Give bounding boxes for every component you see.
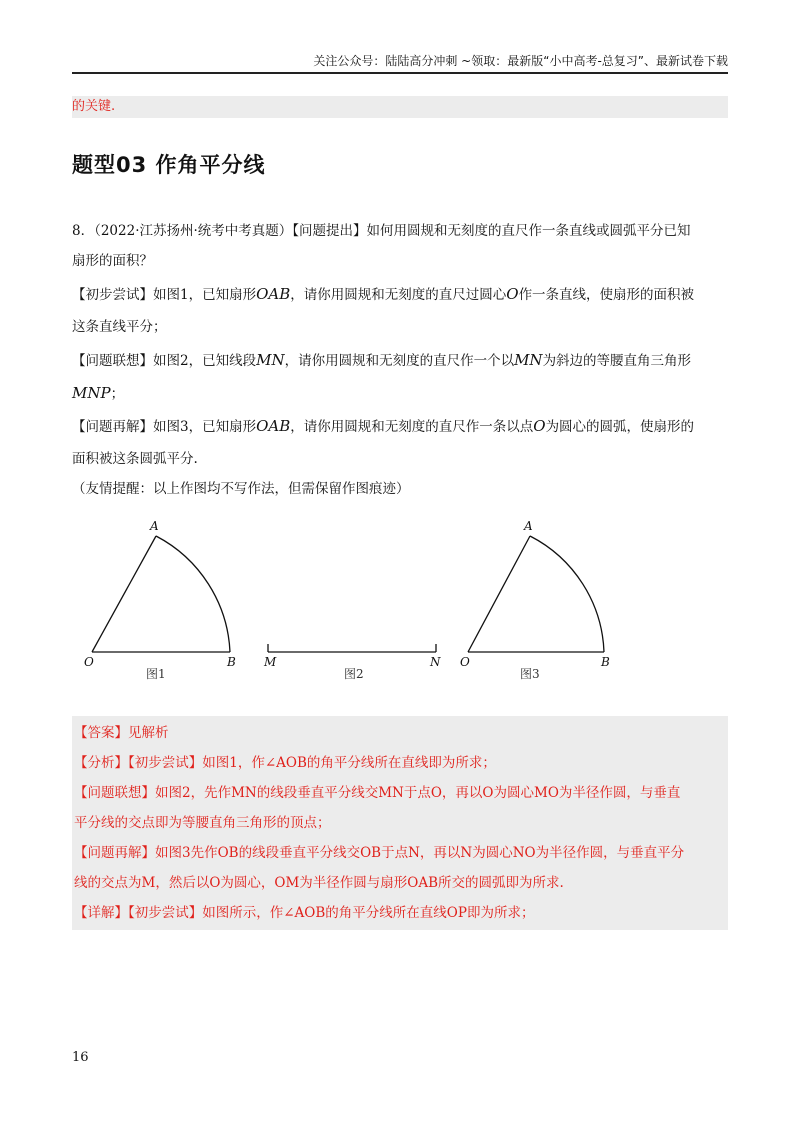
text-run: ； [110, 386, 125, 402]
problem-line: 这条直线平分； [72, 319, 167, 335]
answer-line: 【问题再解】如图3先作OB的线段垂直平分线交OB于点N，再以N为圆心NO为半径作圆，与垂直平分 [74, 845, 685, 861]
text-run: 为圆心的圆弧，使扇形的 [545, 419, 695, 435]
problem-line: 8．（2022·江苏扬州·统考中考真题）【问题提出】如何用圆规和无刻度的直尺作一条直线或圆弧平分已知 [72, 223, 691, 239]
math-run: MN [514, 351, 543, 369]
answer-line: 【答案】见解析 [74, 725, 169, 741]
text-run: ，请你用圆规和无刻度的直尺过圆心 [290, 287, 507, 303]
text-run: ，请你用圆规和无刻度的直尺作一个以 [284, 353, 515, 369]
problem-line: 扇形的面积？ [72, 253, 153, 269]
text-run: 【初步尝试】如图1，已知扇形 [72, 287, 257, 303]
answer-line: 【问题联想】如图2，先作MN的线段垂直平分线交MN于点O，再以O为圆心MO为半径作圆，与垂直 [74, 785, 681, 801]
problem-line [72, 378, 728, 408]
problem-line: 面积被这条圆弧平分. [72, 451, 198, 467]
answer-line: 线的交点为M，然后以O为圆心，OM为半径作圆与扇形OAB所交的圆弧即为所求. [74, 875, 564, 891]
answer-line: 平分线的交点即为等腰直角三角形的顶点； [74, 815, 331, 831]
figure-2 [268, 644, 436, 652]
arc-ab [156, 536, 230, 652]
label-a: A [524, 519, 533, 533]
text-run: 为斜边的等腰直角三角形 [542, 353, 692, 369]
section-title: 题型03 作角平分线 [72, 153, 266, 177]
previous-answer-tail [72, 96, 728, 118]
text-run: ，请你用圆规和无刻度的直尺作一条以点 [290, 419, 534, 435]
label-a: A [150, 519, 159, 533]
math-run: MN [256, 351, 285, 369]
math-run: OAB [256, 285, 291, 303]
label-o: O [460, 655, 470, 669]
label-b: B [227, 655, 236, 669]
problem-line [72, 342, 728, 378]
page-number: 16 [72, 1050, 89, 1065]
caption-figure-1: 图1 [146, 667, 166, 681]
figures [80, 510, 640, 690]
problem-line [72, 276, 728, 312]
header-text: 关注公众号：陆陆高分冲刺 ~领取：最新版“小中高考-总复习”、最新试卷下载 [313, 54, 728, 68]
page-header [72, 52, 728, 74]
previous-answer-text: 的关键. [72, 99, 116, 114]
figure-1 [92, 536, 230, 652]
math-run: OAB [256, 417, 291, 435]
label-n: N [430, 655, 441, 669]
radius-oa [468, 536, 530, 652]
label-o: O [84, 655, 94, 669]
problem-statement [72, 216, 728, 504]
problem-line: （友情提醒：以上作图均不写作法，但需保留作图痕迹） [72, 481, 410, 497]
radius-oa [92, 536, 156, 652]
text-run: 【问题再解】如图3，已知扇形 [72, 419, 257, 435]
arc-ab [530, 536, 604, 652]
answer-block [72, 716, 728, 930]
caption-figure-3: 图3 [520, 667, 540, 681]
answer-line: 【详解】【初步尝试】如图所示，作∠AOB的角平分线所在直线OP即为所求； [74, 905, 535, 921]
problem-line [72, 408, 728, 444]
figure-3 [468, 536, 604, 652]
answer-line: 【分析】【初步尝试】如图1，作∠AOB的角平分线所在直线即为所求； [74, 755, 496, 771]
label-m: M [264, 655, 277, 669]
math-run: O [533, 417, 546, 435]
text-run: 作一条直线，使扇形的面积被 [518, 287, 695, 303]
caption-figure-2: 图2 [344, 667, 364, 681]
math-run: O [506, 285, 519, 303]
math-run: MNP [72, 384, 111, 402]
text-run: 【问题联想】如图2，已知线段 [72, 353, 257, 369]
label-b: B [601, 655, 610, 669]
